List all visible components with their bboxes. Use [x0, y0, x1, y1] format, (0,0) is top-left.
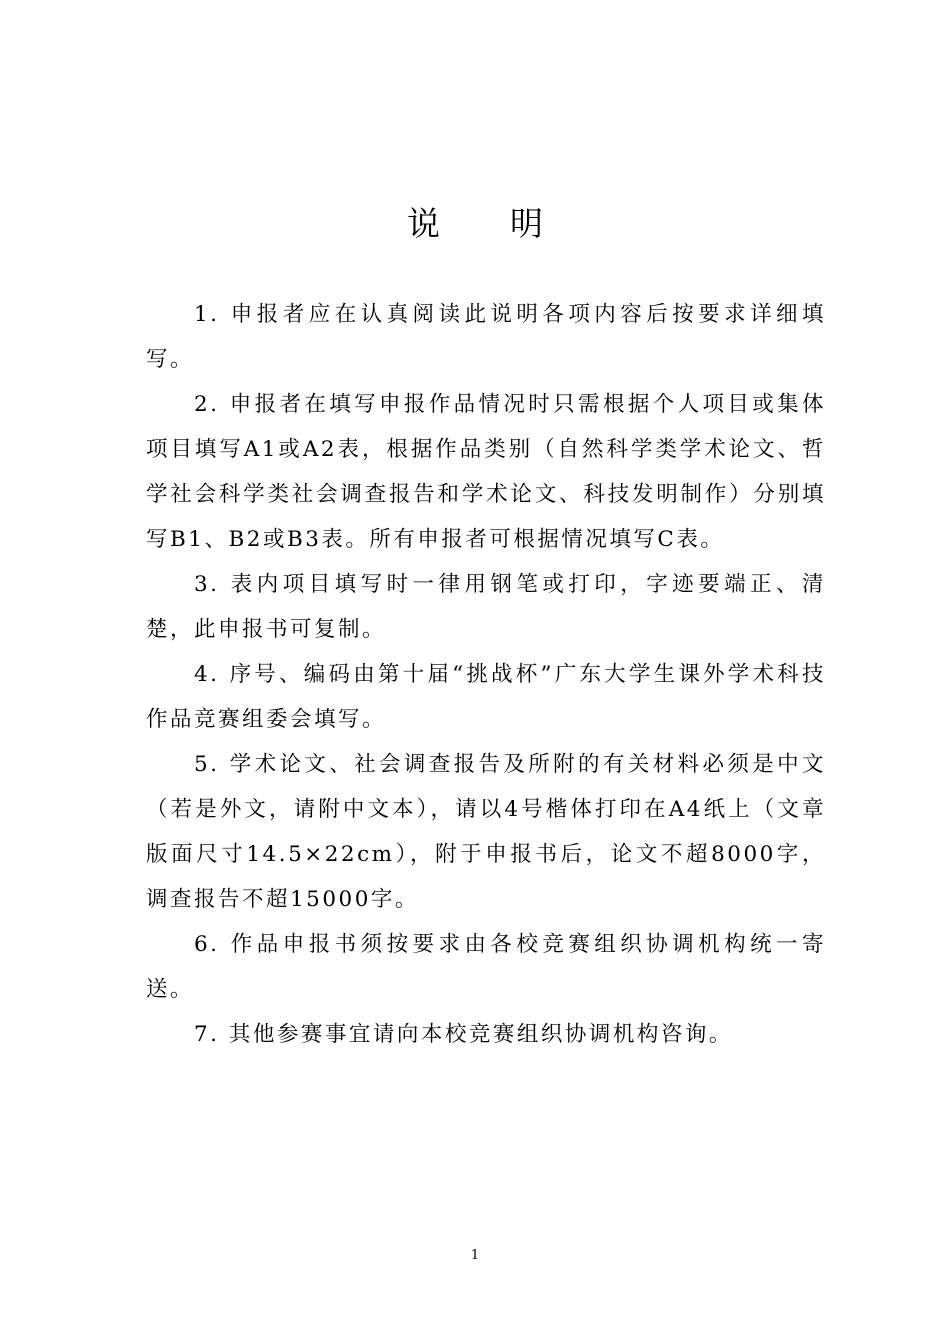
page-number: 1	[470, 1248, 480, 1263]
instruction-item-6: 6. 作品申报书须按要求由各校竞赛组织协调机构统一寄送。	[146, 932, 826, 1002]
instruction-item-4: 4. 序号、编码由第十届“挑战杯”广东大学生课外学术科技作品竞赛组委会填写。	[146, 662, 826, 732]
instruction-item-2: 2. 申报者在填写申报作品情况时只需根据个人项目或集体项目填写A1或A2表，根据作品类别（自然科学类学术论文、哲学社会科学类社会调查报告和学术论文、科技发明制作）分别填写B1、B2或B3表。所有申报者可根据情况填写C表。	[146, 392, 826, 552]
instructions-body	[146, 292, 826, 1057]
instruction-item-7: 7. 其他参赛事宜请向本校竞赛组织协调机构咨询。	[194, 1022, 733, 1047]
instruction-item-5: 5. 学术论文、社会调查报告及所附的有关材料必须是中文（若是外文，请附中文本），请以4号楷体打印在A4纸上（文章版面尺寸14.5×22cm），附于申报书后，论文不超8000字，调查报告不超15000字。	[146, 752, 826, 912]
document-title: 说明	[407, 204, 613, 243]
instruction-item-1: 1. 申报者应在认真阅读此说明各项内容后按要求详细填写。	[146, 302, 826, 372]
instruction-item-3: 3. 表内项目填写时一律用钢笔或打印，字迹要端正、清楚，此申报书可复制。	[146, 572, 826, 642]
